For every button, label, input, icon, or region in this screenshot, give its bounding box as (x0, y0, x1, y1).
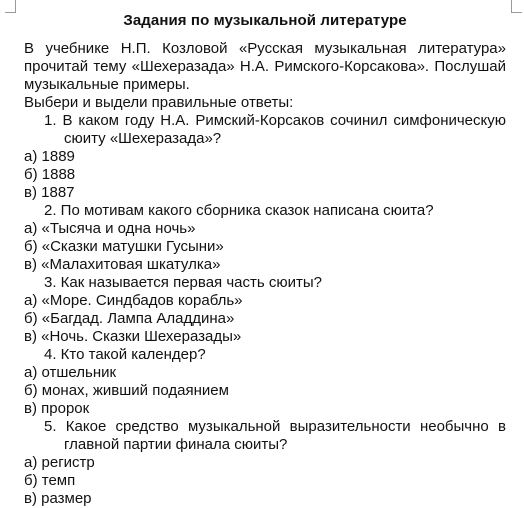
intro-paragraph: В учебнике Н.П. Козловой «Русская музыкальная литература» прочитай тему «Шехеразада» Н.А. Римского-Корсакова». Послушай музыкальные примеры. (24, 40, 506, 93)
question-1: 1. В каком году Н.А. Римский-Корсаков сочинил симфоническую сюиту «Шехеразада»? (44, 112, 506, 147)
question-2-option-a[interactable]: а) «Тысяча и одна ночь» (24, 220, 196, 237)
question-5-option-c[interactable]: в) размер (24, 490, 92, 507)
question-3-option-a[interactable]: а) «Море. Синдбадов корабль» (24, 292, 243, 309)
instruction-line: Выбери и выдели правильные ответы: (24, 94, 294, 111)
question-4: 4. Кто такой календер? (44, 346, 206, 363)
question-2-option-b[interactable]: б) «Сказки матушки Гусыни» (24, 238, 224, 255)
question-3-option-b[interactable]: б) «Багдад. Лампа Аладдина» (24, 310, 235, 327)
question-3-option-c[interactable]: в) «Ночь. Сказки Шехеразады» (24, 328, 242, 345)
question-5: 5. Какое средство музыкальной выразительности необычно в главной партии финала сюиты? (44, 418, 506, 453)
crop-mark-top-right (511, 0, 522, 13)
question-3: 3. Как называется первая часть сюиты? (44, 274, 322, 291)
question-5-option-a[interactable]: а) регистр (24, 454, 95, 471)
question-4-option-c[interactable]: в) пророк (24, 400, 90, 417)
question-1-option-a[interactable]: а) 1889 (24, 148, 75, 165)
question-4-option-a[interactable]: а) отшельник (24, 364, 117, 381)
document-body (24, 12, 506, 508)
document-title: Задания по музыкальной литературе (123, 12, 407, 29)
crop-mark-top-left (5, 0, 16, 13)
question-2: 2. По мотивам какого сборника сказок написана сюита? (44, 202, 434, 219)
question-4-option-b[interactable]: б) монах, живший подаянием (24, 382, 229, 399)
question-5-option-b[interactable]: б) темп (24, 472, 76, 489)
question-2-option-c[interactable]: в) «Малахитовая шкатулка» (24, 256, 221, 273)
question-1-option-b[interactable]: б) 1888 (24, 166, 76, 183)
question-1-option-c[interactable]: в) 1887 (24, 184, 75, 201)
